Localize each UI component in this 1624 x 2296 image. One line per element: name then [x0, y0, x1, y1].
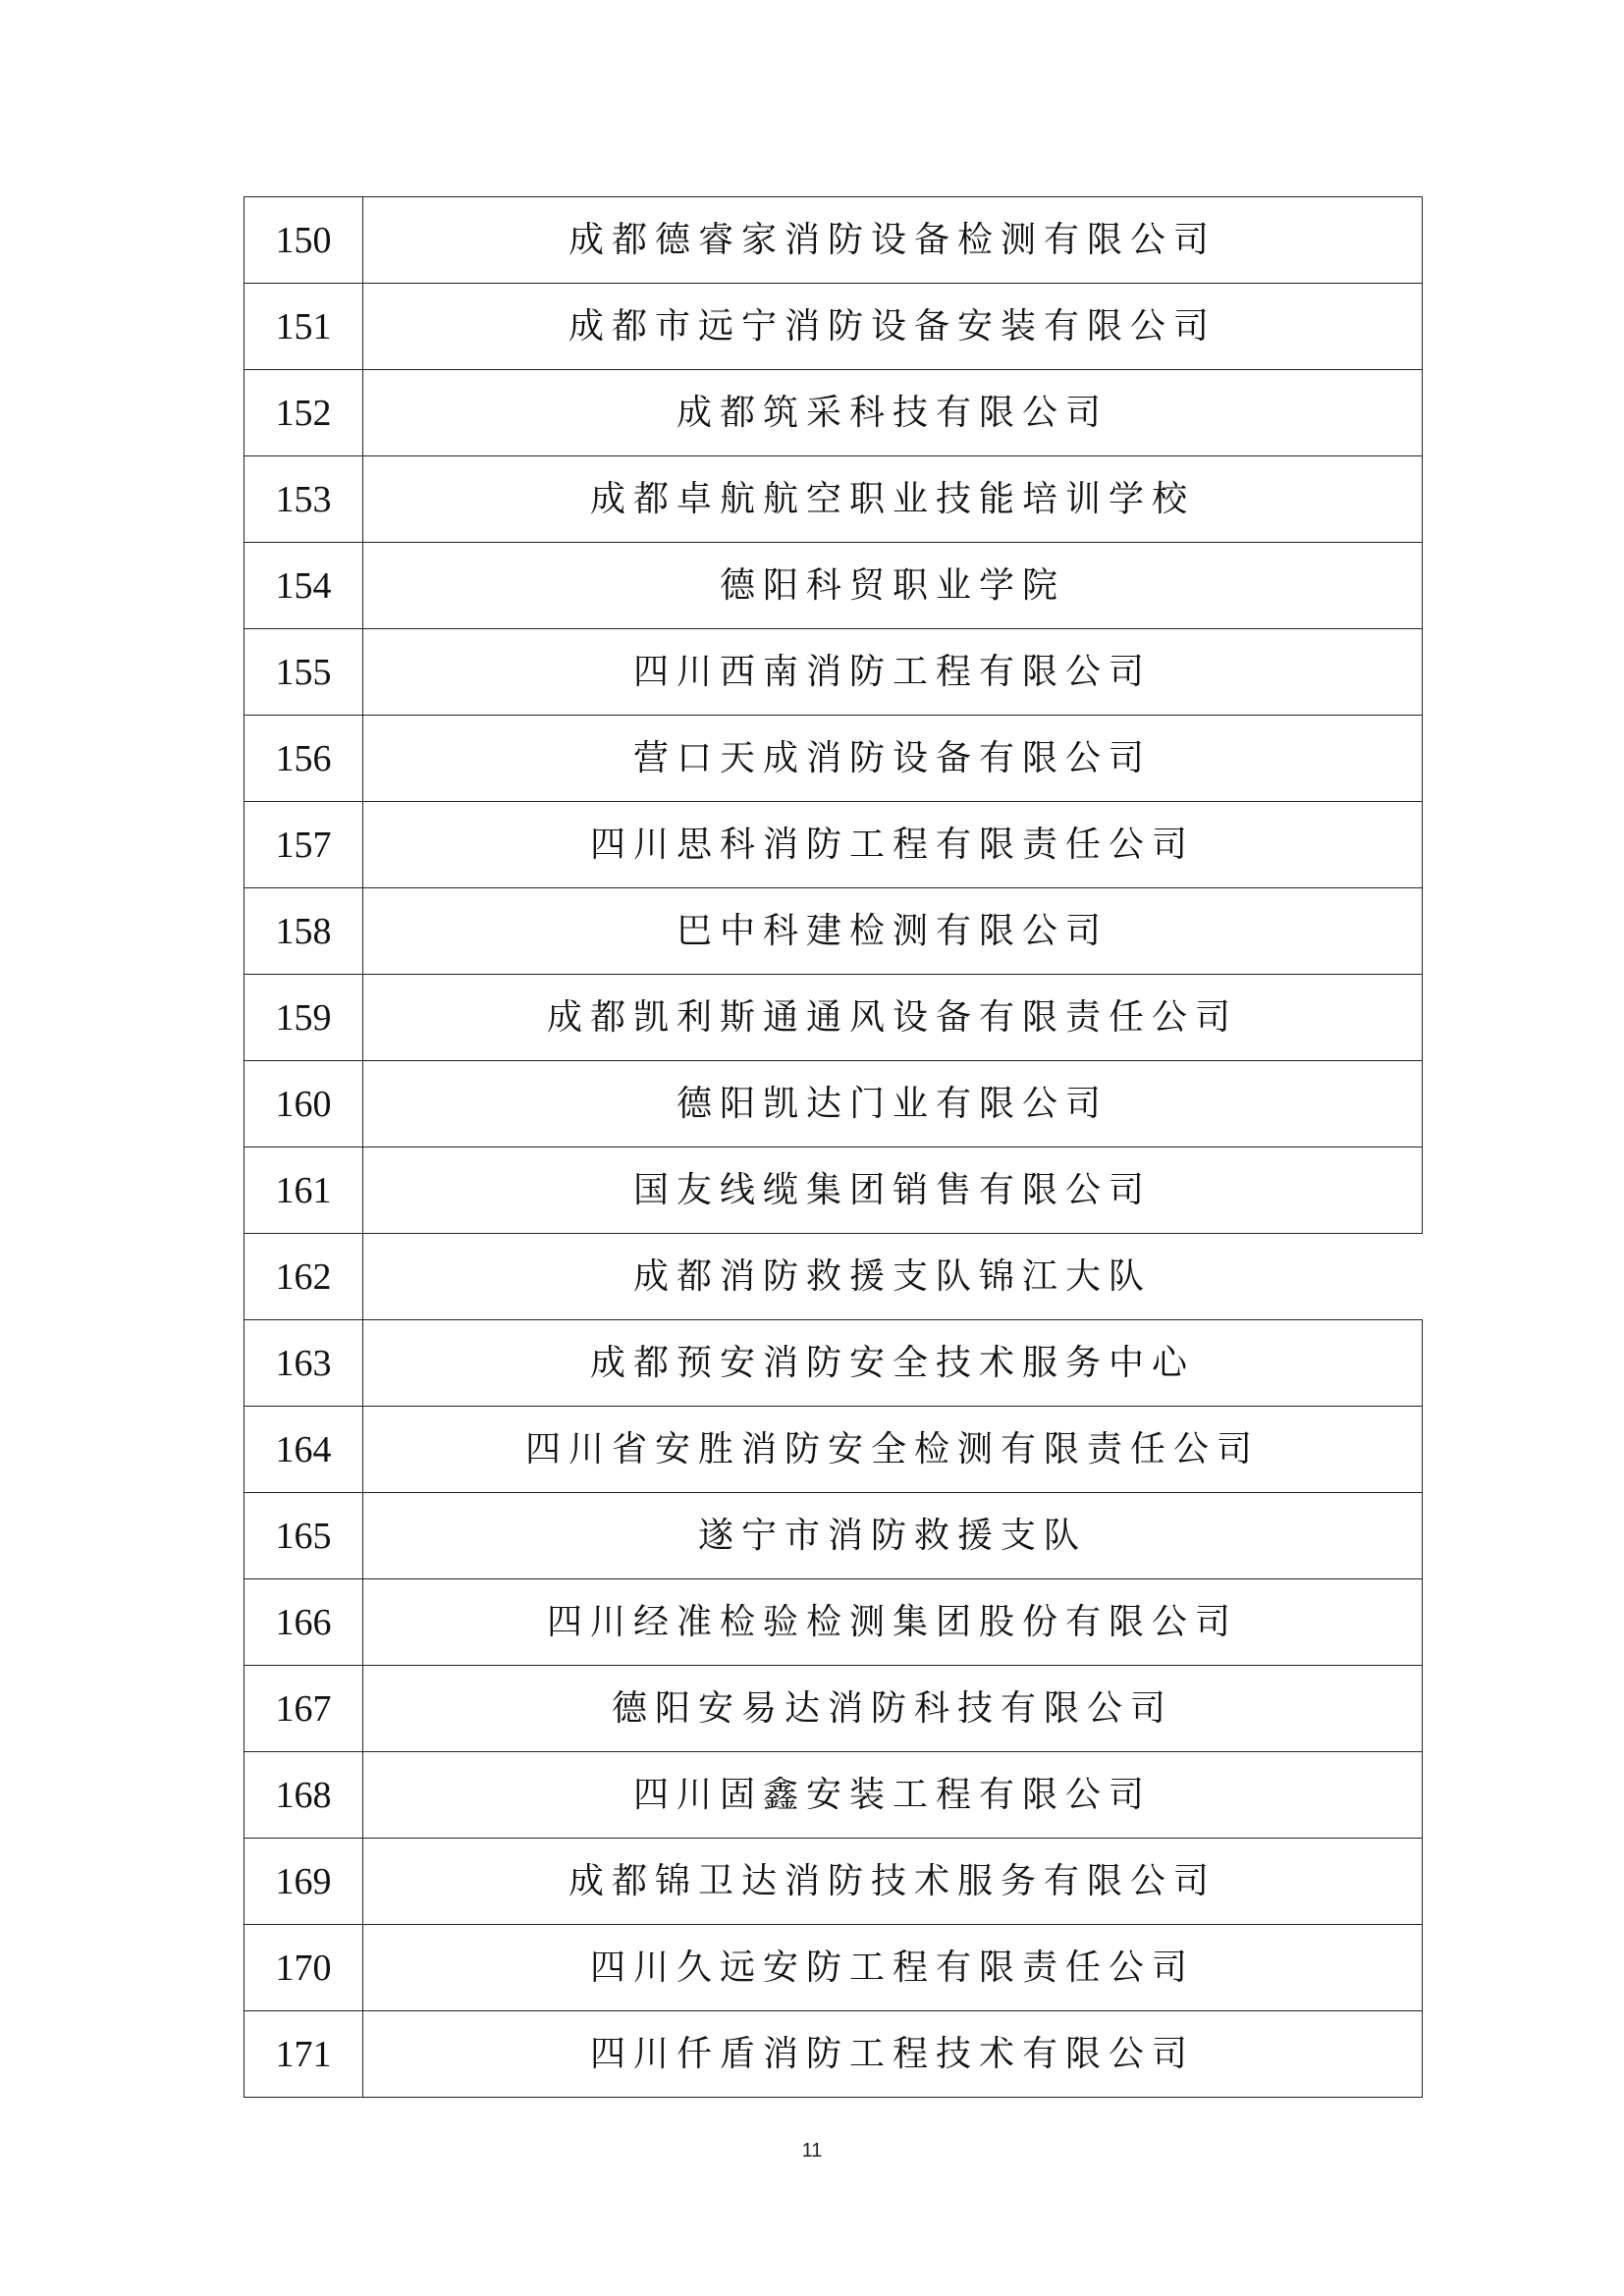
- table-row: [244, 1148, 1423, 1234]
- table-row: [244, 284, 1423, 370]
- table-row: [244, 456, 1423, 543]
- row-number: 154: [244, 543, 363, 629]
- table-row: [244, 1579, 1423, 1666]
- table-row: [244, 543, 1423, 629]
- row-number: 170: [244, 1925, 363, 2011]
- row-number: 163: [244, 1320, 363, 1407]
- row-number: 158: [244, 888, 363, 975]
- table-row: [244, 802, 1423, 888]
- row-number: 171: [244, 2011, 363, 2098]
- row-number: 166: [244, 1579, 363, 1666]
- table-body: [244, 197, 1423, 2098]
- row-number: 169: [244, 1839, 363, 1925]
- row-number: 168: [244, 1752, 363, 1839]
- table-row: [244, 1407, 1423, 1493]
- table-row: [244, 716, 1423, 802]
- organization-name: 四川固鑫安装工程有限公司: [363, 1752, 1423, 1839]
- table-row: [244, 975, 1423, 1061]
- organization-name: 成都锦卫达消防技术服务有限公司: [363, 1839, 1423, 1925]
- row-number: 165: [244, 1493, 363, 1579]
- table-row: [244, 1925, 1423, 2011]
- table-row: [244, 1234, 1423, 1320]
- organization-name: 德阳安易达消防科技有限公司: [363, 1666, 1423, 1752]
- table-row: [244, 197, 1423, 284]
- table-row: [244, 629, 1423, 716]
- row-number: 153: [244, 456, 363, 543]
- row-number: 152: [244, 370, 363, 456]
- row-number: 167: [244, 1666, 363, 1752]
- organization-name: 四川仟盾消防工程技术有限公司: [363, 2011, 1423, 2098]
- table-row: [244, 1839, 1423, 1925]
- organization-name: 德阳凯达门业有限公司: [363, 1061, 1423, 1148]
- table-row: [244, 888, 1423, 975]
- row-number: 157: [244, 802, 363, 888]
- organization-name: 四川思科消防工程有限责任公司: [363, 802, 1423, 888]
- organization-name: 遂宁市消防救援支队: [363, 1493, 1423, 1579]
- organization-table: [244, 196, 1423, 2098]
- organization-name: 巴中科建检测有限公司: [363, 888, 1423, 975]
- organization-name: 国友线缆集团销售有限公司: [363, 1148, 1423, 1234]
- table-row: [244, 1752, 1423, 1839]
- table-row: [244, 370, 1423, 456]
- row-number: 161: [244, 1148, 363, 1234]
- organization-name: 成都预安消防安全技术服务中心: [363, 1320, 1423, 1407]
- organization-name: 四川省安胜消防安全检测有限责任公司: [363, 1407, 1423, 1493]
- organization-name: 成都消防救援支队锦江大队: [363, 1234, 1423, 1320]
- row-number: 162: [244, 1234, 363, 1320]
- row-number: 155: [244, 629, 363, 716]
- row-number: 159: [244, 975, 363, 1061]
- organization-name: 成都筑采科技有限公司: [363, 370, 1423, 456]
- organization-name: 四川经准检验检测集团股份有限公司: [363, 1579, 1423, 1666]
- organization-name: 德阳科贸职业学院: [363, 543, 1423, 629]
- organization-name: 成都市远宁消防设备安装有限公司: [363, 284, 1423, 370]
- organization-name: 营口天成消防设备有限公司: [363, 716, 1423, 802]
- row-number: 150: [244, 197, 363, 284]
- table-row: [244, 1061, 1423, 1148]
- organization-name: 成都德睿家消防设备检测有限公司: [363, 197, 1423, 284]
- organization-name: 成都凯利斯通通风设备有限责任公司: [363, 975, 1423, 1061]
- row-number: 164: [244, 1407, 363, 1493]
- table-row: [244, 1666, 1423, 1752]
- table-row: [244, 2011, 1423, 2098]
- row-number: 156: [244, 716, 363, 802]
- page-number: 11: [801, 2140, 823, 2162]
- organization-name: 成都卓航航空职业技能培训学校: [363, 456, 1423, 543]
- row-number: 151: [244, 284, 363, 370]
- table-row: [244, 1320, 1423, 1407]
- organization-name: 四川西南消防工程有限公司: [363, 629, 1423, 716]
- table-row: [244, 1493, 1423, 1579]
- organization-name: 四川久远安防工程有限责任公司: [363, 1925, 1423, 2011]
- row-number: 160: [244, 1061, 363, 1148]
